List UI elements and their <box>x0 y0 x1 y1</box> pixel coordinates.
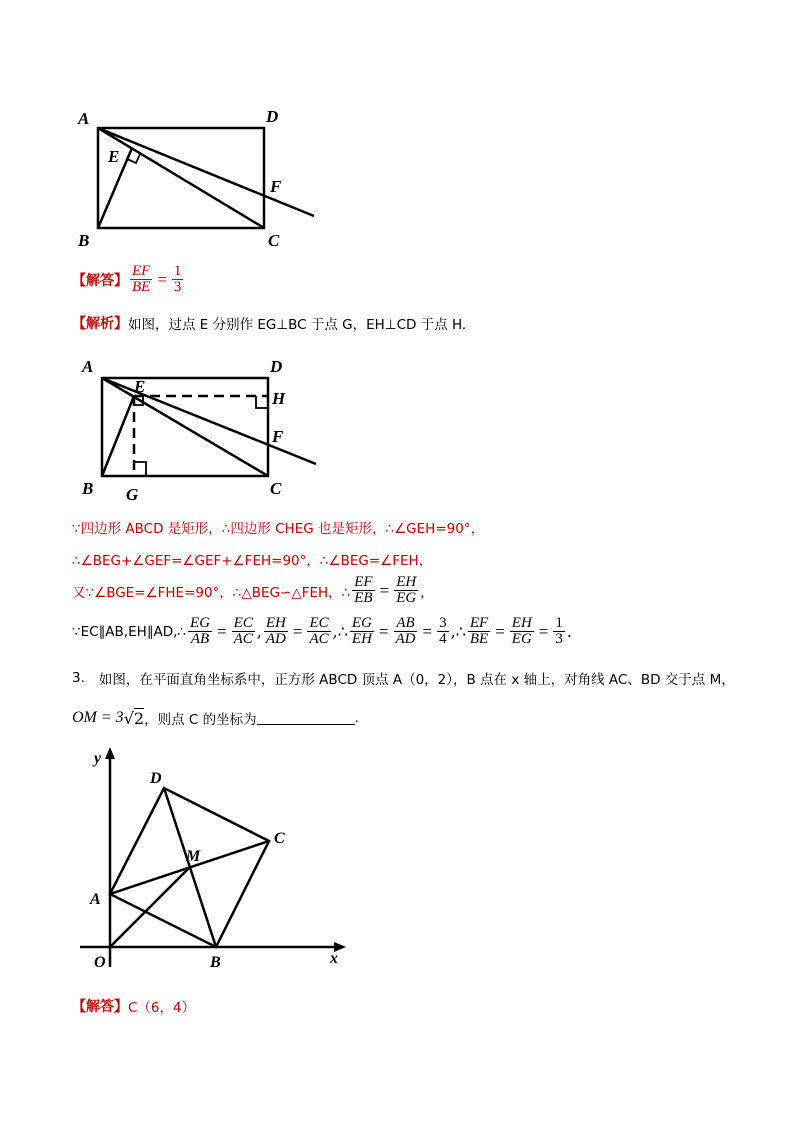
label-a: A <box>78 109 90 128</box>
segment-om <box>110 867 190 947</box>
label-a: A <box>82 357 94 376</box>
figure-rectangle-2 <box>70 350 330 510</box>
label-b: B <box>78 231 90 250</box>
label-c: C <box>270 479 282 498</box>
answer-blank[interactable] <box>257 711 355 725</box>
right-angle-h <box>256 396 268 408</box>
proof-line-4: ∵EC∥AB,EH∥AD,∴ $\frac{EG}{AB}$ = $\frac{EC}{AC}$ , $\frac{EH}{AD}$ = $\frac{EC}{AC}$ ,∴ $\frac{EG}{EH}$ = $\frac{AB}{AD}$ = $\frac{3}{4}$ ,∴ $\frac{EF}{BE}$ = $\frac{EH}{EG}$ = $\frac{1}{3}$ . <box>72 615 572 647</box>
label-d: D <box>270 357 283 376</box>
frac-eh-eg-2: $\frac{EH}{EG}$ <box>511 615 532 647</box>
frac-eg-eh: $\frac{EG}{EH}$ <box>351 615 372 647</box>
proof-line-3-text: 又∵∠BGE=∠FHE=90°，∴△BEG∽△FEH，∴ <box>72 584 351 601</box>
label-f: F <box>270 177 282 196</box>
label-m: M <box>186 848 201 865</box>
diagonal-ac <box>98 128 264 228</box>
figure-coordinate-square <box>80 745 360 975</box>
label-e: E <box>108 147 120 166</box>
proof-line-1: ∵四边形 ABCD 是矩形，∴四边形 CHEG 也是矩形，∴∠GEH=90°， <box>72 521 485 537</box>
proof-line-3: 又∵∠BGE=∠FHE=90°，∴△BEG∽△FEH，∴ $\frac{EF}{EB}$ = $\frac{EH}{EG}$ ， <box>72 574 434 606</box>
question-3-line-1 <box>72 668 735 688</box>
answer-tag: 【解答】 <box>72 272 128 289</box>
frac-eg-ab: $\frac{EG}{AB}$ <box>190 615 211 647</box>
analysis-tag: 【解析】 <box>72 316 128 332</box>
om-expression: OM = 3 <box>72 709 124 726</box>
sqrt-symbol: √ <box>123 708 134 728</box>
segment-be <box>102 396 134 476</box>
label-f: F <box>272 427 284 446</box>
y-arrow <box>105 747 115 759</box>
label-b: B <box>82 479 94 498</box>
diagonal-ac <box>102 378 268 476</box>
frac-ec-ac-2: $\frac{EC}{AC}$ <box>309 615 329 647</box>
frac-ef-be: $\frac{EF}{BE}$ <box>469 615 489 647</box>
right-angle-g <box>134 462 146 476</box>
label-e: E <box>134 377 146 396</box>
label-d: D <box>150 770 162 787</box>
proof-line-4-pre: ∵EC∥AB,EH∥AD,∴ <box>72 623 187 640</box>
question-3-line-2: OM = 3 √ 2 ，则点 C 的坐标为 . <box>72 708 359 728</box>
frac-ec-ac: $\frac{EC}{AC}$ <box>233 615 253 647</box>
answer-tag: 【解答】 <box>72 999 128 1015</box>
question-text: 如图，在平面直角坐标系中，正方形 ABCD 顶点 A（0，2），B 点在 x 轴上，对角线 AC、BD 交于点 M， <box>98 672 735 688</box>
answer-2 <box>72 264 185 295</box>
sqrt-radicand: 2 <box>133 709 145 728</box>
analysis-2 <box>72 313 466 333</box>
label-y: y <box>94 750 102 767</box>
line-af <box>98 128 314 216</box>
label-c: C <box>274 830 285 847</box>
answer-value: $\frac{1}{3}$ <box>173 263 182 295</box>
frac-ef-eb: $\frac{EF}{EB}$ <box>354 574 373 606</box>
analysis-text: 如图，过点 E 分别作 EG⊥BC 于点 G，EH⊥CD 于点 H. <box>128 317 467 333</box>
label-h: H <box>272 389 286 408</box>
comma: ， <box>420 584 434 601</box>
frac-3-4: $\frac{3}{4}$ <box>439 615 447 647</box>
answer-fraction: $\frac{EF}{BE}$ <box>132 263 151 295</box>
frac-ab-ad: $\frac{AB}{AD}$ <box>395 615 416 647</box>
label-c: C <box>268 231 280 250</box>
frac-1-3: $\frac{1}{3}$ <box>555 615 563 647</box>
question-text-2: ，则点 C 的坐标为 <box>144 712 257 728</box>
frac-eh-ad: $\frac{EH}{AD}$ <box>265 615 286 647</box>
frac-eh-eg: $\frac{EH}{EG}$ <box>396 574 417 606</box>
answer-3 <box>72 996 195 1016</box>
figure-rectangle-1 <box>70 100 330 250</box>
label-d: D <box>266 107 279 126</box>
answer-text: C（6，4） <box>128 1000 196 1016</box>
label-a: A <box>90 891 101 908</box>
equals: = <box>157 269 167 289</box>
proof-line-2: ∴∠BEG+∠GEF=∠GEF+∠FEH=90°，∴∠BEG=∠FEH， <box>72 553 433 569</box>
label-o: O <box>94 954 106 971</box>
label-b: B <box>210 954 221 971</box>
question-number: 3. <box>72 670 85 686</box>
label-g: G <box>126 485 139 504</box>
label-x: x <box>330 950 338 967</box>
